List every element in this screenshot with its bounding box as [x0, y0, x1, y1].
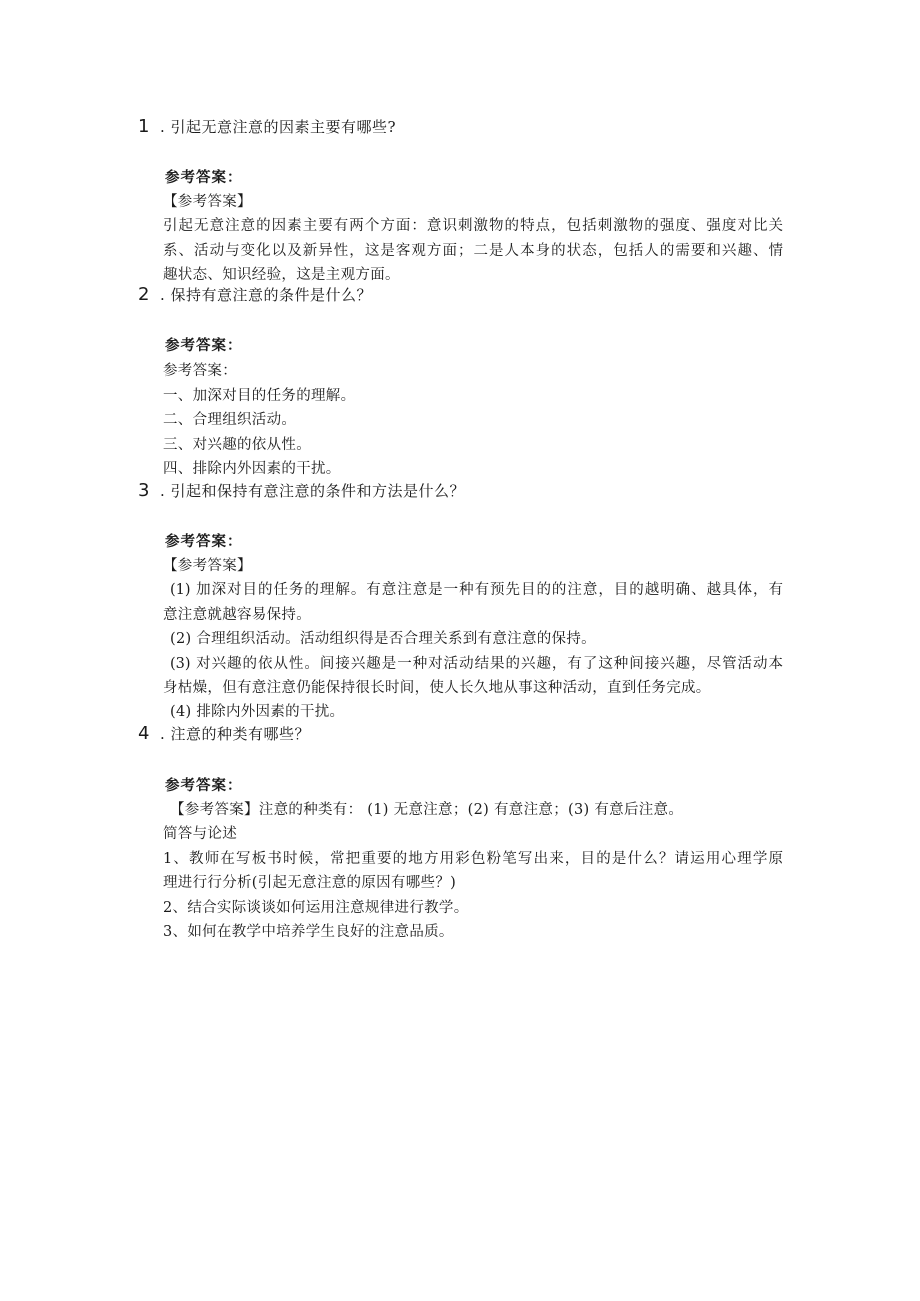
question-title: . 注意的种类有哪些？: [160, 725, 311, 743]
question-4: [138, 723, 310, 744]
answer-line: 身枯燥，但有意注意仍能保持很长时间，使人长久地从事这种活动，直到任务完成。: [163, 680, 711, 696]
essay-question: 2、结合实际谈谈如何运用注意规律进行教学。: [163, 900, 469, 916]
answer-label: 参考答案：: [165, 534, 243, 550]
section-heading: 简答与论述: [163, 826, 237, 842]
answer-line: (1) 加深对目的任务的理解。有意注意是一种有预先目的的注意，目的越明确、越具体，有: [170, 582, 783, 598]
answer-label: 参考答案：: [165, 170, 243, 186]
essay-question: 理进行行分析(引起无意注意的原因有哪些？): [163, 875, 457, 891]
question-number: 4: [138, 723, 150, 744]
answer-line: (4) 排除内外因素的干扰。: [170, 704, 345, 720]
question-title: . 引起和保持有意注意的条件和方法是什么？: [160, 482, 466, 500]
essay-question: 3、如何在教学中培养学生良好的注意品质。: [163, 924, 454, 940]
question-1: [138, 116, 396, 137]
question-title: . 引起无意注意的因素主要有哪些?: [160, 118, 397, 136]
answer-line: 【参考答案】注意的种类有： (1) 无意注意；(2) 有意注意；(3) 有意后注意。: [170, 802, 684, 818]
answer-line: (3) 对兴趣的依从性。间接兴趣是一种对活动结果的兴趣，有了这种间接兴趣，尽管活动本: [170, 656, 783, 672]
answer-line: 一、加深对目的任务的理解。: [163, 388, 356, 404]
answer-line: 参考答案：: [163, 363, 237, 379]
answer-line: 【参考答案】: [163, 558, 252, 574]
answer-line: 系、活动与变化以及新异性，这是客观方面；二是人本身的状态，包括人的需要和兴趣、情: [163, 243, 783, 259]
answer-line: 【参考答案】: [163, 194, 252, 210]
question-number: 1: [138, 116, 150, 137]
answer-line: 引起无意注意的因素主要有两个方面：意识刺激物的特点，包括刺激物的强度、强度对比关: [163, 218, 783, 234]
answer-line: 三、对兴趣的依从性。: [163, 437, 311, 453]
question-title: . 保持有意注意的条件是什么？: [160, 286, 373, 304]
answer-label: 参考答案：: [165, 338, 243, 354]
question-2: [138, 284, 372, 305]
question-number: 2: [138, 284, 150, 305]
answer-line: 四、排除内外因素的干扰。: [163, 461, 341, 477]
question-3: [138, 480, 465, 501]
answer-label: 参考答案：: [165, 778, 243, 794]
answer-line: 二、合理组织活动。: [163, 412, 297, 428]
answer-line: 趣状态、知识经验，这是主观方面。: [163, 267, 400, 283]
answer-line: 意注意就越容易保持。: [163, 607, 311, 623]
question-number: 3: [138, 480, 150, 501]
answer-line: (2) 合理组织活动。活动组织得是否合理关系到有意注意的保持。: [170, 631, 596, 647]
essay-question: 1、教师在写板书时候，常把重要的地方用彩色粉笔写出来，目的是什么？请运用心理学原: [163, 851, 783, 867]
